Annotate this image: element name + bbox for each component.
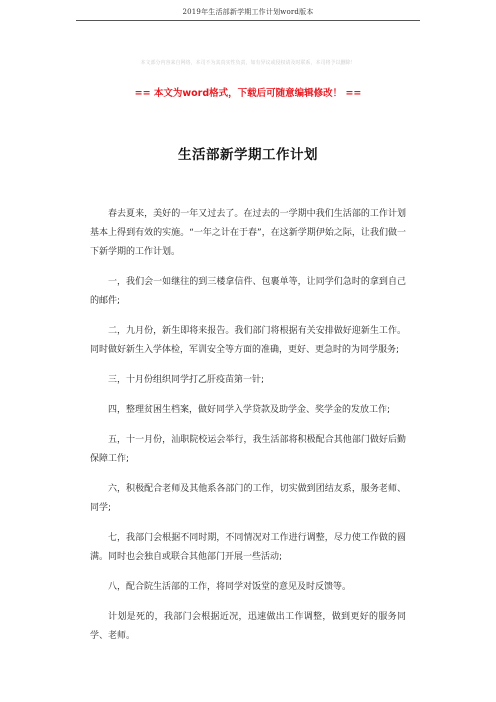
paragraph-item-5: 五，十一月份，汕职院校运会举行，我生活部将积极配合其他部门做好后勤保障工作;	[90, 435, 406, 464]
document-title: 生活部新学期工作计划	[178, 147, 318, 163]
paragraph-intro: 春去夏来，美好的一年又过去了。在过去的一学期中我们生活部的工作计划基本上得到有效的实施。“一年之计在于春”，在这新学期伊始之际，让我们做一下新学期的工作计划。	[90, 209, 406, 257]
paragraph-item-7: 七，我部门会根据不同时期，不同情况对工作进行调整，尽力使工作做的圆满。同时也会独自或联合其他部门开展一些活动;	[90, 533, 406, 562]
disclaimer-text: 本文部分内容来自网络，本司不为其真实性负责，如有异议或侵权请及时联系，本司将予以删除！	[140, 60, 356, 66]
paragraph-item-2: 二，九月份，新生即将来报告。我们部门将根据有关安排做好迎新生工作。同时做好新生入学体检，军训安全等方面的准确，更好、更急时的为同学服务;	[90, 326, 406, 355]
paragraph-item-1: 一，我们会一如继往的到三楼拿信件、包裹单等，让同学们急时的拿到自己的邮件;	[90, 277, 406, 306]
format-banner: == 本文为word格式，下载后可随意编辑修改！ ==	[134, 88, 362, 99]
running-header-title: 2019年生活部新学期工作计划word版本	[182, 8, 314, 16]
paragraph-conclusion: 计划是死的，我部门会根据近况，迅速做出工作调整，做到更好的服务同学、老师。	[90, 612, 406, 641]
header-divider	[76, 20, 420, 21]
paragraph-item-8: 八，配合院生活部的工作，将同学对饭堂的意见及时反馈等。	[108, 582, 352, 592]
paragraph-item-3: 三，十月份组织同学打乙肝疫苗第一针;	[108, 375, 265, 385]
paragraph-item-6: 六，积极配合老师及其他系各部门的工作，切实做到团结友系，服务老师、同学;	[90, 484, 406, 513]
document-body	[90, 205, 406, 657]
paragraph-item-4: 四，整理贫困生档案，做好同学入学贷款及助学金、奖学金的发放工作;	[108, 405, 391, 415]
